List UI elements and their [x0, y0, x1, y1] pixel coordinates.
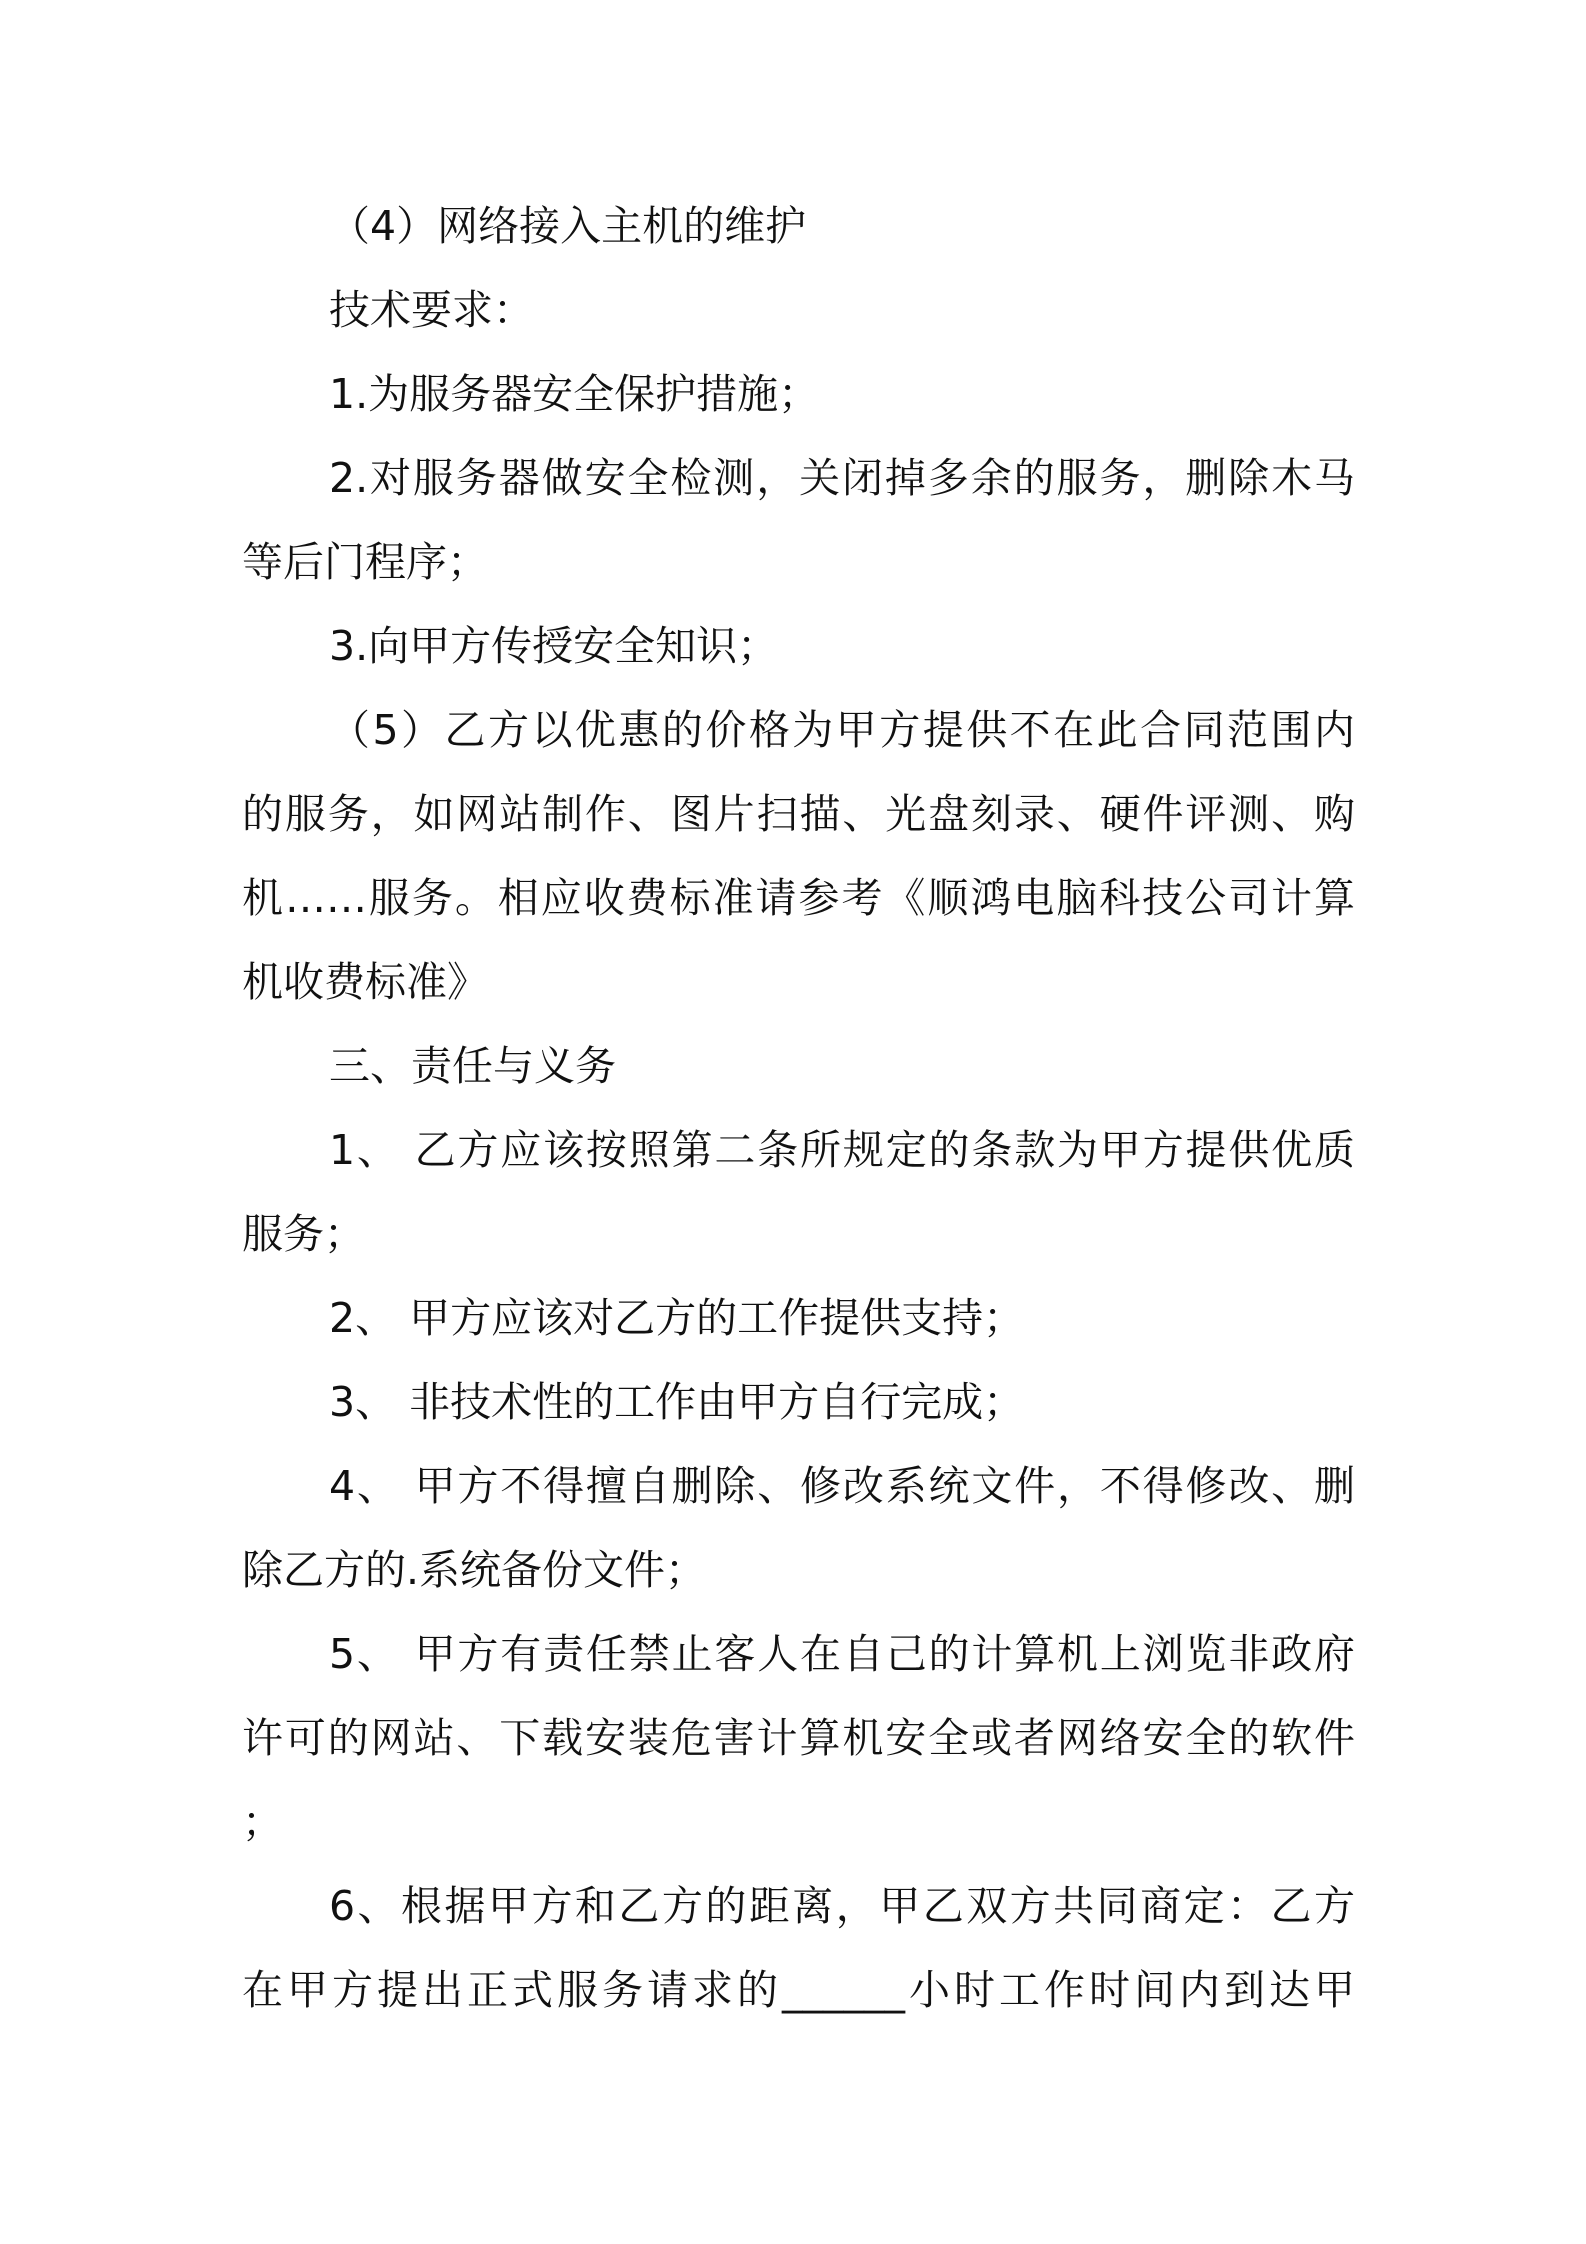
- list-item-line: 服务；: [242, 1210, 365, 1258]
- list-item-line: 2、 甲方应该对乙方的工作提供支持；: [329, 1294, 1025, 1342]
- list-item-line: 5、 甲方有责任禁止客人在自己的计算机上浏览非政府: [329, 1630, 1355, 1678]
- paragraph-line: 的服务，如网站制作、图片扫描、光盘刻录、硬件评测、购: [242, 790, 1355, 838]
- list-item-line: 3.向甲方传授安全知识；: [329, 622, 779, 670]
- list-item-line: 3、 非技术性的工作由甲方自行完成；: [329, 1378, 1025, 1426]
- list-item-line: 等后门程序；: [242, 538, 488, 586]
- list-item-line: 6、根据甲方和乙方的距离，甲乙双方共同商定：乙方: [329, 1882, 1355, 1930]
- list-item-line: 1.为服务器安全保护措施；: [329, 370, 820, 418]
- list-item-line: 2.对服务器做安全检测，关闭掉多余的服务，删除木马: [329, 454, 1355, 502]
- list-item-line: 1、 乙方应该按照第二条所规定的条款为甲方提供优质: [329, 1126, 1355, 1174]
- list-item-line: 除乙方的.系统备份文件；: [242, 1546, 707, 1594]
- section-heading-responsibilities: 三、责任与义务: [329, 1042, 616, 1090]
- list-item-line: 4、 甲方不得擅自删除、修改系统文件，不得修改、删: [329, 1462, 1355, 1510]
- paragraph-line: 技术要求：: [329, 286, 534, 334]
- paragraph-line: 机……服务。相应收费标准请参考《顺鸿电脑科技公司计算: [242, 874, 1355, 922]
- list-item-line: 许可的网站、下载安装危害计算机安全或者网络安全的软件: [242, 1714, 1355, 1762]
- list-item-line: ；: [242, 1798, 283, 1846]
- paragraph-line: （5）乙方以优惠的价格为甲方提供不在此合同范围内: [329, 706, 1355, 754]
- list-item-line: 在甲方提出正式服务请求的______小时工作时间内到达甲: [242, 1966, 1355, 2014]
- document-body: [242, 184, 1355, 2032]
- paragraph-line: 机收费标准》: [242, 958, 488, 1006]
- section-heading-host-maintenance: （4）网络接入主机的维护: [329, 202, 807, 250]
